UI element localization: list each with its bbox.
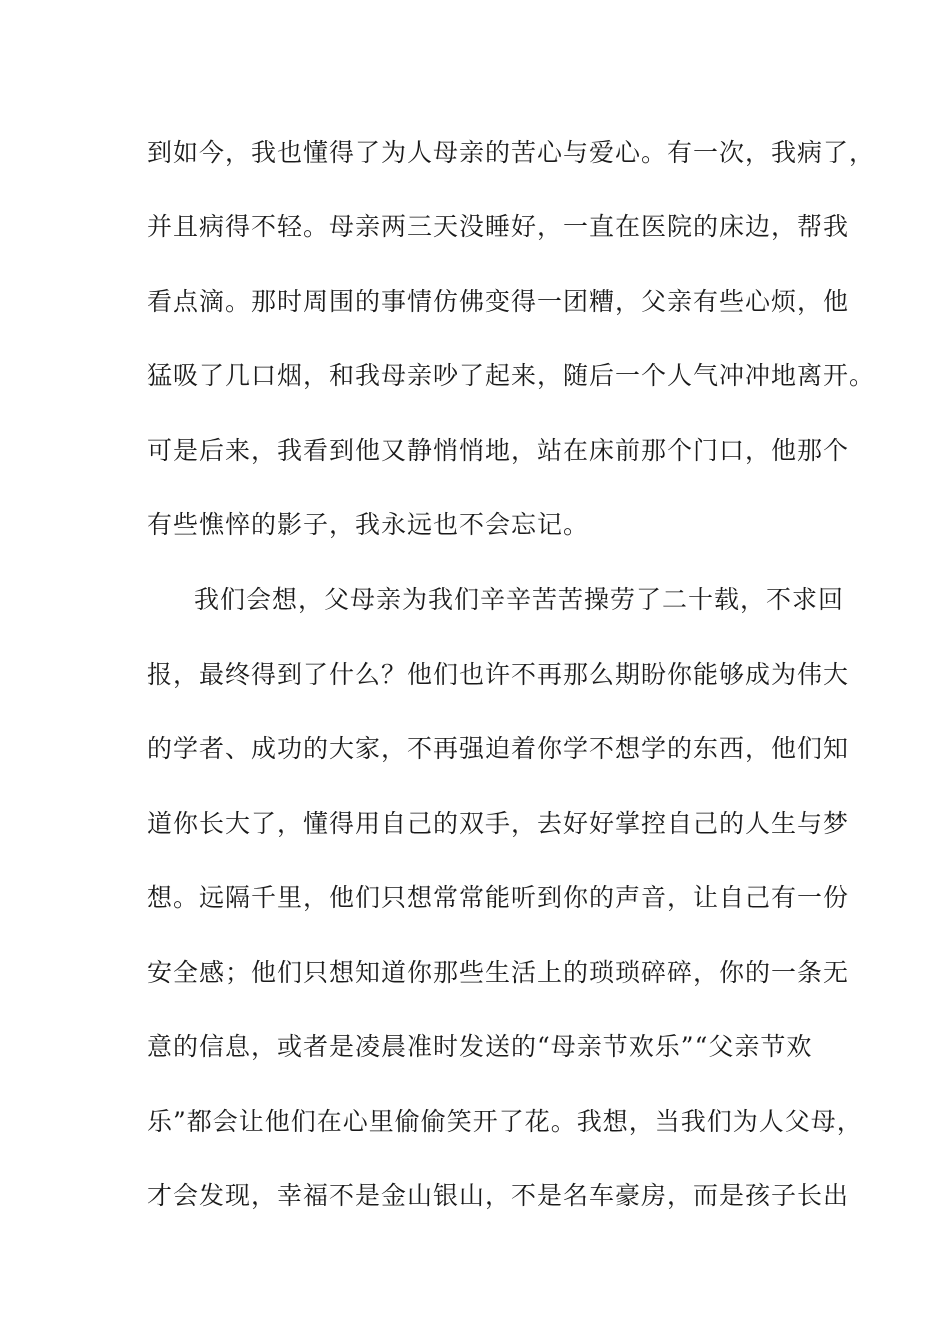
paragraph-2-line-9: 才会发现，幸福不是金山银山，不是名车豪房，而是孩子长出 [147, 1181, 850, 1210]
paragraph-1-line-5: 可是后来，我看到他又静悄悄地，站在床前那个门口，他那个 [147, 436, 850, 465]
paragraph-1-line-6: 有些憔悴的影子，我永远也不会忘记。 [147, 510, 590, 539]
paragraph-1-line-3: 看点滴。那时周围的事情仿佛变得一团糟，父亲有些心烦，他 [147, 287, 850, 316]
paragraph-2-line-3: 的学者、成功的大家，不再强迫着你学不想学的东西，他们知 [147, 734, 850, 763]
paragraph-2-line-2: 报，最终得到了什么？他们也许不再那么期盼你能够成为伟大 [147, 660, 850, 689]
paragraph-2-line-1: 我们会想，父母亲为我们辛辛苦苦操劳了二十载，不求回 [194, 585, 845, 614]
paragraph-2-line-4: 道你长大了，懂得用自己的双手，去好好掌控自己的人生与梦 [147, 809, 850, 838]
paragraph-2-line-7: 意的信息，或者是凌晨准时发送的“母亲节欢乐”“父亲节欢 [147, 1032, 813, 1061]
paragraph-1-line-4: 猛吸了几口烟，和我母亲吵了起来，随后一个人气冲冲地离开。 [147, 361, 876, 390]
paragraph-2-line-6: 安全感；他们只想知道你那些生活上的琐琐碎碎，你的一条无 [147, 958, 850, 987]
paragraph-2-line-8: 乐”都会让他们在心里偷偷笑开了花。我想，当我们为人父母， [147, 1107, 863, 1136]
paragraph-1-line-2: 并且病得不轻。母亲两三天没睡好，一直在医院的床边，帮我 [147, 212, 850, 241]
paragraph-1-line-1: 到如今，我也懂得了为人母亲的苦心与爱心。有一次，我病了， [147, 138, 876, 167]
paragraph-2-line-5: 想。远隔千里，他们只想常常能听到你的声音，让自己有一份 [147, 883, 850, 912]
